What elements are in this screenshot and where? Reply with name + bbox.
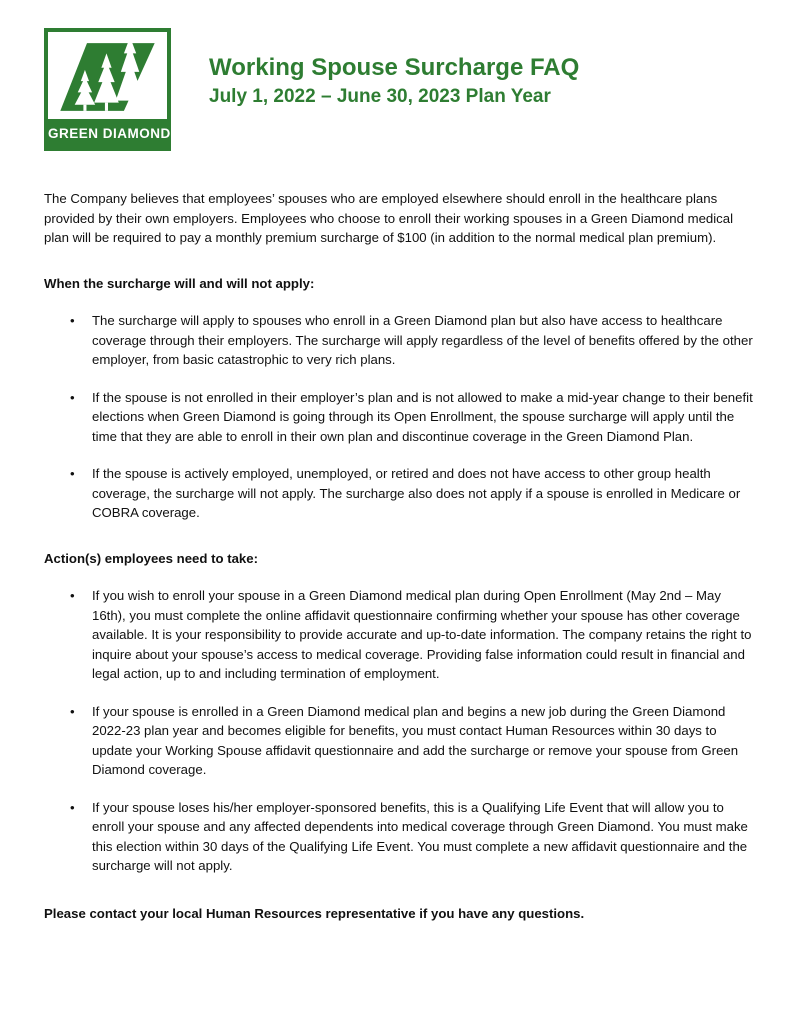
surcharge-bullet-list xyxy=(44,311,755,523)
bullet-item: • If the spouse is actively employed, unemployed, or retired and does not have access to other group health coverage, the surcharge will not apply. The surcharge also does not apply if a spouse is enrolled in Medicare or COBRA coverage. xyxy=(92,464,755,523)
bullet-item: • If the spouse is not enrolled in their employer’s plan and is not allowed to make a mid-year change to their benefit elections when Green Diamond is going through its Open Enrollment, the spouse surcharge will apply until the time that they are able to enroll in their own plan and discontinue coverage in the Green Diamond Plan. xyxy=(92,388,755,447)
section-heading-surcharge: When the surcharge will and will not apply: xyxy=(44,275,315,291)
section-employee-actions xyxy=(44,549,755,876)
intro-paragraph: The Company believes that employees’ spouses who are employed elsewhere should enroll in the healthcare plans provided by their own employers. Employees who choose to enroll their working spouses in a Green Diamond medical plan will be required to pay a monthly premium surcharge of $100 (in addition to the normal medical plan premium). xyxy=(44,191,734,245)
section-heading-actions: Action(s) employees need to take: xyxy=(44,550,258,566)
logo-wordmark: GREEN DIAMOND xyxy=(48,119,167,147)
bullet-item: • The surcharge will apply to spouses who enroll in a Green Diamond plan but also have access to healthcare coverage through their employers. The surcharge will apply regardless of the level of benefits offered by the other employer, from basic catastrophic to very rich plans. xyxy=(92,311,755,370)
section-surcharge-apply xyxy=(44,274,755,523)
page-title: Working Spouse Surcharge FAQ xyxy=(209,54,580,81)
contact-note: Please contact your local Human Resources representative if you have any questions. xyxy=(44,905,585,921)
bullet-item: • If your spouse is enrolled in a Green Diamond medical plan and begins a new job during the Green Diamond 2022-23 plan year and becomes eligible for benefits, you must contact Human Resources within 30 days to update your Working Spouse affidavit questionnaire and add the surcharge or remove your spouse from Green Diamond coverage. xyxy=(92,702,755,780)
green-diamond-logo xyxy=(44,28,171,151)
page-subtitle: July 1, 2022 – June 30, 2023 Plan Year xyxy=(209,85,551,107)
document-header xyxy=(44,28,755,151)
actions-bullet-list xyxy=(44,586,755,876)
bullet-item: • If your spouse loses his/her employer-sponsored benefits, this is a Qualifying Life Event that will allow you to enroll your spouse and any affected dependents into medical coverage through Green Diamond. You must make this election within 30 days of the Qualifying Life Event. You must complete a new affidavit questionnaire and the surcharge will not apply. xyxy=(92,798,755,876)
title-block xyxy=(209,28,579,107)
bullet-item: • If you wish to enroll your spouse in a Green Diamond medical plan during Open Enrollment (May 2nd – May 16th), you must complete the online affidavit questionnaire confirming whether your spouse has other coverage available. It is your responsibility to provide accurate and up-to-date information. The company retains the right to inquire about your spouse’s access to medical coverage. Providing false information could result in financial and legal action, up to and including termination of employment. xyxy=(92,586,755,684)
logo-trees-icon xyxy=(48,32,167,119)
